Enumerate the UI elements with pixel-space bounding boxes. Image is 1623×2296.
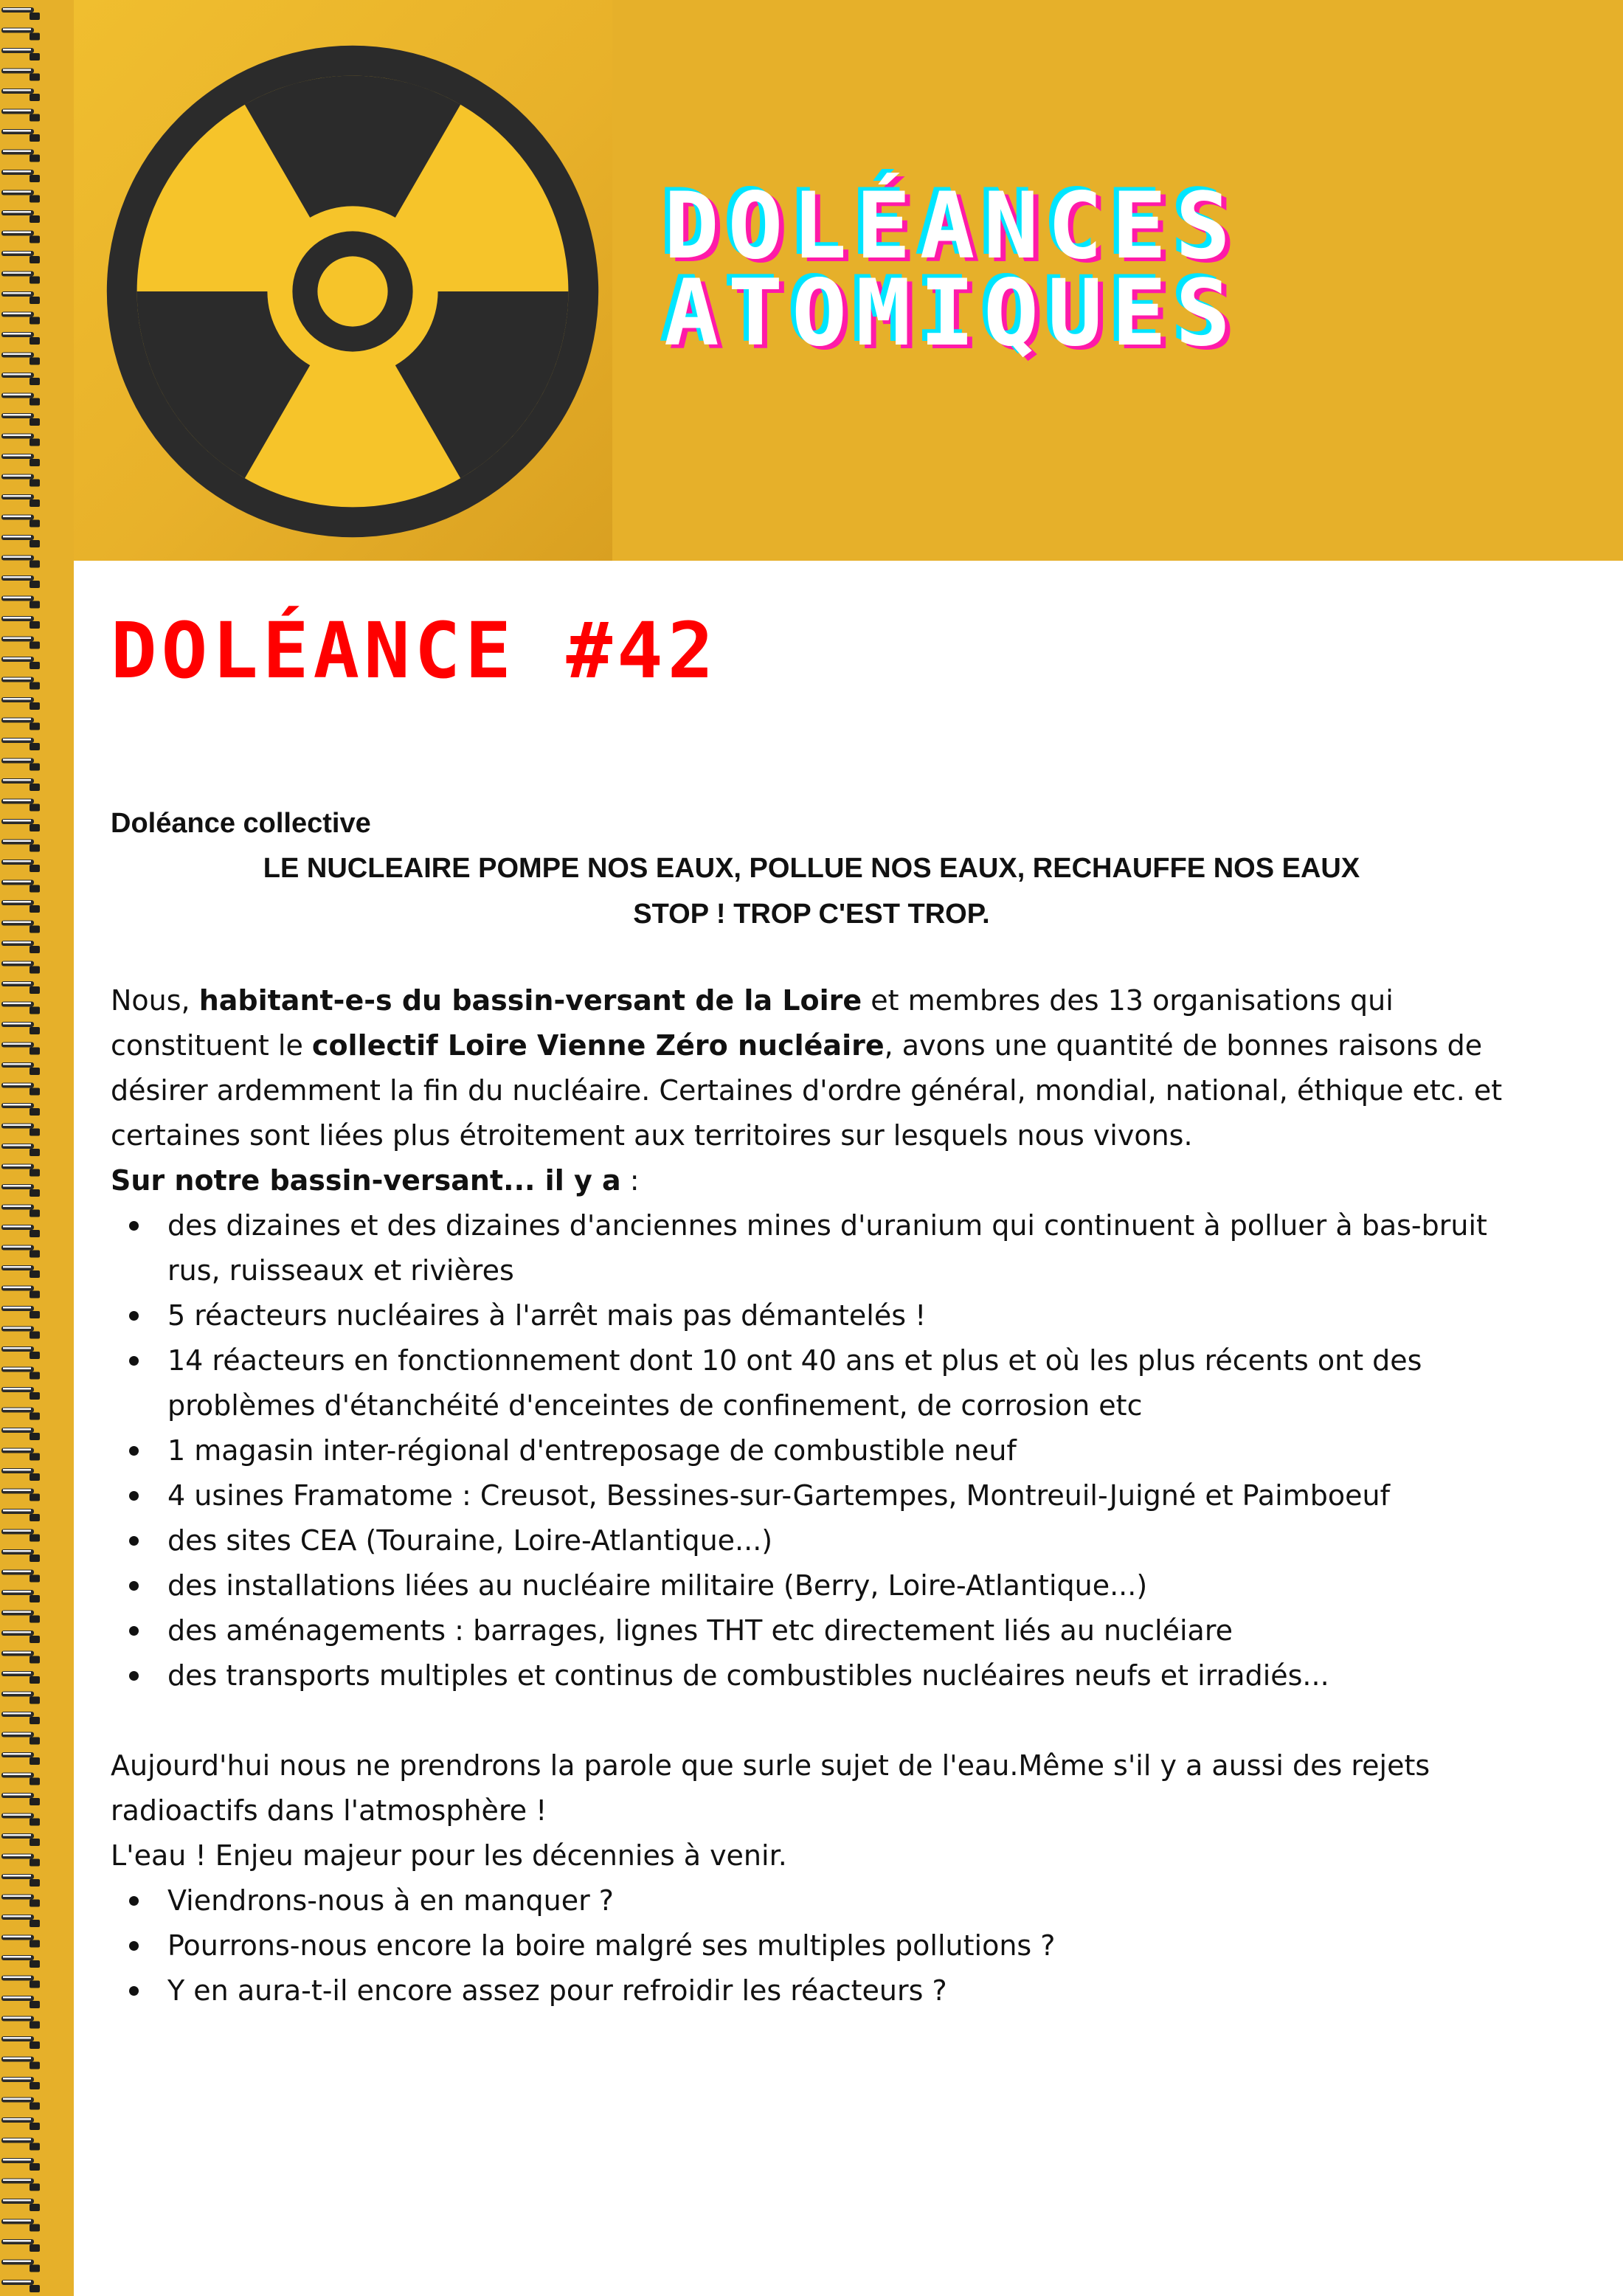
binding-ring <box>1 778 40 791</box>
binding-ring <box>1 150 40 162</box>
intro-text-2: et membres des 13 organisations qui constituent le <box>111 984 1394 1062</box>
binding-ring <box>1 353 40 365</box>
binding-ring <box>1 1468 40 1481</box>
basin-heading-suffix: : <box>620 1164 640 1197</box>
binding-ring <box>1 2057 40 2069</box>
list-item: 1 magasin inter-régional d'entreposage de combustible neuf <box>111 1428 1512 1473</box>
binding-ring <box>1 48 40 60</box>
binding-ring <box>1 1651 40 1664</box>
headline <box>111 846 1512 937</box>
basin-heading-bold: Sur notre bassin-versant... il y a <box>111 1164 621 1197</box>
binding-ring <box>1 1245 40 1258</box>
binding-ring <box>1 2158 40 2171</box>
brand-title <box>664 173 1593 367</box>
binding-ring <box>1 2098 40 2110</box>
header-banner <box>74 0 1623 561</box>
binding-ring <box>1 251 40 263</box>
binding-ring <box>1 1692 40 1704</box>
binding-ring <box>1 981 40 994</box>
binding-ring <box>1 637 40 649</box>
binding-ring <box>1 393 40 406</box>
binding-ring <box>1 1712 40 1724</box>
binding-ring <box>1 718 40 730</box>
binding-ring <box>1 28 40 41</box>
binding-ring <box>1 291 40 304</box>
list-item: Pourrons-nous encore la boire malgré ses multiples pollutions ? <box>111 1923 1512 1968</box>
binding-ring <box>1 1042 40 1055</box>
binding-ring <box>1 596 40 609</box>
binding-ring <box>1 454 40 466</box>
water-paragraph: Aujourd'hui nous ne prendrons la parole que surle sujet de l'eau.Même s'il y a aussi des rejets radioactifs dans l'atmosphère ! <box>111 1749 1430 1827</box>
binding-ring <box>1 799 40 812</box>
header-photo <box>74 0 612 561</box>
binding-ring <box>1 840 40 852</box>
binding-ring <box>1 1286 40 1299</box>
list-item: des transports multiples et continus de combustibles nucléaires neufs et irradiés... <box>111 1653 1512 1698</box>
list-item: 5 réacteurs nucléaires à l'arrêt mais pas démantelés ! <box>111 1293 1512 1338</box>
binding-ring <box>1 1164 40 1177</box>
binding-ring <box>1 210 40 223</box>
list-item: des installations liées au nucléaire militaire (Berry, Loire-Atlantique...) <box>111 1563 1512 1608</box>
intro-text-1: Nous, <box>111 984 199 1017</box>
binding-ring <box>1 1083 40 1096</box>
list-item: 4 usines Framatome : Creusot, Bessines-sur-Gartempes, Montreuil-Juigné et Paimboeuf <box>111 1473 1512 1518</box>
list-item: Y en aura-t-il encore assez pour refroidir les réacteurs ? <box>111 1968 1512 2013</box>
list-item: des sites CEA (Touraine, Loire-Atlantique...) <box>111 1518 1512 1563</box>
binding-ring <box>1 738 40 750</box>
binding-ring <box>1 758 40 771</box>
binding-ring <box>1 1529 40 1542</box>
basin-heading <box>111 1158 1512 1203</box>
list-item: 14 réacteurs en fonctionnement dont 10 ont 40 ans et plus et où les plus récents ont des problèmes d'étanchéité d'enceintes de confinement, de corrosion etc <box>111 1338 1512 1428</box>
binding-ring <box>1 1408 40 1420</box>
binding-ring <box>1 2239 40 2252</box>
binding-ring <box>1 1428 40 1440</box>
binding-ring <box>1 2219 40 2232</box>
binding-ring <box>1 312 40 325</box>
binding-ring <box>1 657 40 669</box>
binding-ring <box>1 1915 40 1927</box>
binding-ring <box>1 1874 40 1887</box>
intro-paragraph <box>111 978 1512 1158</box>
binding-ring <box>1 1813 40 1826</box>
binding-ring <box>1 1833 40 1846</box>
binding-ring <box>1 677 40 690</box>
spiral-binding-graphic <box>0 0 74 2296</box>
binding-ring <box>1 1773 40 1785</box>
binding-ring <box>1 556 40 568</box>
binding-ring <box>1 1611 40 1623</box>
list-item: des aménagements : barrages, lignes THT etc directement liés au nucléiare <box>111 1608 1512 1653</box>
binding-ring <box>1 1509 40 1521</box>
binding-ring <box>1 1103 40 1116</box>
binding-ring <box>1 1631 40 1643</box>
binding-ring <box>1 2117 40 2130</box>
binding-ring <box>1 373 40 385</box>
headline-line1: LE NUCLEAIRE POMPE NOS EAUX, POLLUE NOS EAUX, RECHAUFFE NOS EAUX <box>263 853 1360 884</box>
binding-ring <box>1 89 40 101</box>
binding-ring <box>1 921 40 933</box>
doleance-title: DOLÉANCE #42 <box>111 606 719 696</box>
brand-title-line2: ATOMIQUES <box>664 260 1239 367</box>
binding-ring <box>1 1205 40 1217</box>
intro-bold-2: collectif Loire Vienne Zéro nucléaire <box>311 1029 885 1062</box>
binding-ring <box>1 1955 40 1968</box>
binding-ring <box>1 1895 40 1907</box>
collective-label: Doléance collective <box>111 808 371 839</box>
binding-ring <box>1 1306 40 1318</box>
binding-ring <box>1 272 40 284</box>
binding-ring <box>1 1996 40 2008</box>
water-stakes: L'eau ! Enjeu majeur pour les décennies à venir. <box>111 1839 787 1872</box>
binding-ring <box>1 69 40 81</box>
binding-ring <box>1 515 40 528</box>
binding-ring <box>1 2179 40 2191</box>
binding-ring <box>1 1570 40 1583</box>
binding-ring <box>1 2260 40 2272</box>
binding-ring <box>1 2280 40 2292</box>
binding-ring <box>1 413 40 426</box>
binding-ring <box>1 434 40 446</box>
water-questions-list <box>111 1878 1512 2013</box>
binding-ring <box>1 1184 40 1197</box>
binding-ring <box>1 819 40 831</box>
binding-ring <box>1 332 40 345</box>
binding-ring <box>1 616 40 629</box>
binding-ring <box>1 880 40 893</box>
intro-bold-1: habitant-e-s du bassin-versant de la Loire <box>198 984 862 1017</box>
binding-ring <box>1 2138 40 2151</box>
radiation-trefoil-icon <box>102 41 603 542</box>
binding-ring <box>1 2016 40 2029</box>
basin-list <box>111 1203 1512 1698</box>
binding-ring <box>1 900 40 913</box>
binding-ring <box>1 231 40 243</box>
spiral-binding <box>0 0 74 2296</box>
binding-ring <box>1 2199 40 2211</box>
binding-ring <box>1 1265 40 1278</box>
binding-ring <box>1 535 40 547</box>
list-item: Viendrons-nous à en manquer ? <box>111 1878 1512 1923</box>
binding-ring <box>1 190 40 203</box>
doleance-content <box>111 801 1512 2013</box>
binding-ring <box>1 1854 40 1867</box>
binding-ring <box>1 1732 40 1745</box>
binding-ring <box>1 1062 40 1075</box>
binding-ring <box>1 2077 40 2089</box>
binding-ring <box>1 1124 40 1136</box>
binding-ring <box>1 860 40 872</box>
binding-ring <box>1 1448 40 1461</box>
binding-ring <box>1 1387 40 1400</box>
binding-ring <box>1 1144 40 1156</box>
binding-ring <box>1 1752 40 1765</box>
binding-ring <box>1 1022 40 1034</box>
binding-ring <box>1 941 40 953</box>
brand-title-line1: DOLÉANCES <box>664 173 1239 280</box>
binding-ring <box>1 1793 40 1805</box>
binding-ring <box>1 2036 40 2049</box>
binding-ring <box>1 1671 40 1684</box>
binding-ring <box>1 7 40 20</box>
binding-ring <box>1 129 40 142</box>
binding-ring <box>1 494 40 507</box>
binding-ring <box>1 575 40 588</box>
intro-text-3: , avons une quantité de bonnes raisons de désirer ardemment la fin du nucléaire. Certaines d'ordre général, mondial, national, éthique etc. et certaines sont liées plus étroitement aux territoires sur lesquels nous vivons. <box>111 1029 1503 1152</box>
binding-ring <box>1 1935 40 1948</box>
binding-ring <box>1 1346 40 1359</box>
binding-ring <box>1 1225 40 1237</box>
binding-ring <box>1 697 40 710</box>
binding-ring <box>1 1489 40 1501</box>
binding-ring <box>1 1327 40 1339</box>
binding-ring <box>1 109 40 122</box>
binding-ring <box>1 1367 40 1380</box>
binding-ring <box>1 1590 40 1602</box>
headline-line2: STOP ! TROP C'EST TROP. <box>633 899 990 930</box>
binding-ring <box>1 170 40 182</box>
binding-ring <box>1 1976 40 1988</box>
binding-ring <box>1 961 40 974</box>
binding-ring <box>1 1549 40 1562</box>
list-item: des dizaines et des dizaines d'anciennes mines d'uranium qui continuent à polluer à bas-bruit rus, ruisseaux et rivières <box>111 1203 1512 1293</box>
binding-ring <box>1 1002 40 1014</box>
binding-ring <box>1 474 40 487</box>
